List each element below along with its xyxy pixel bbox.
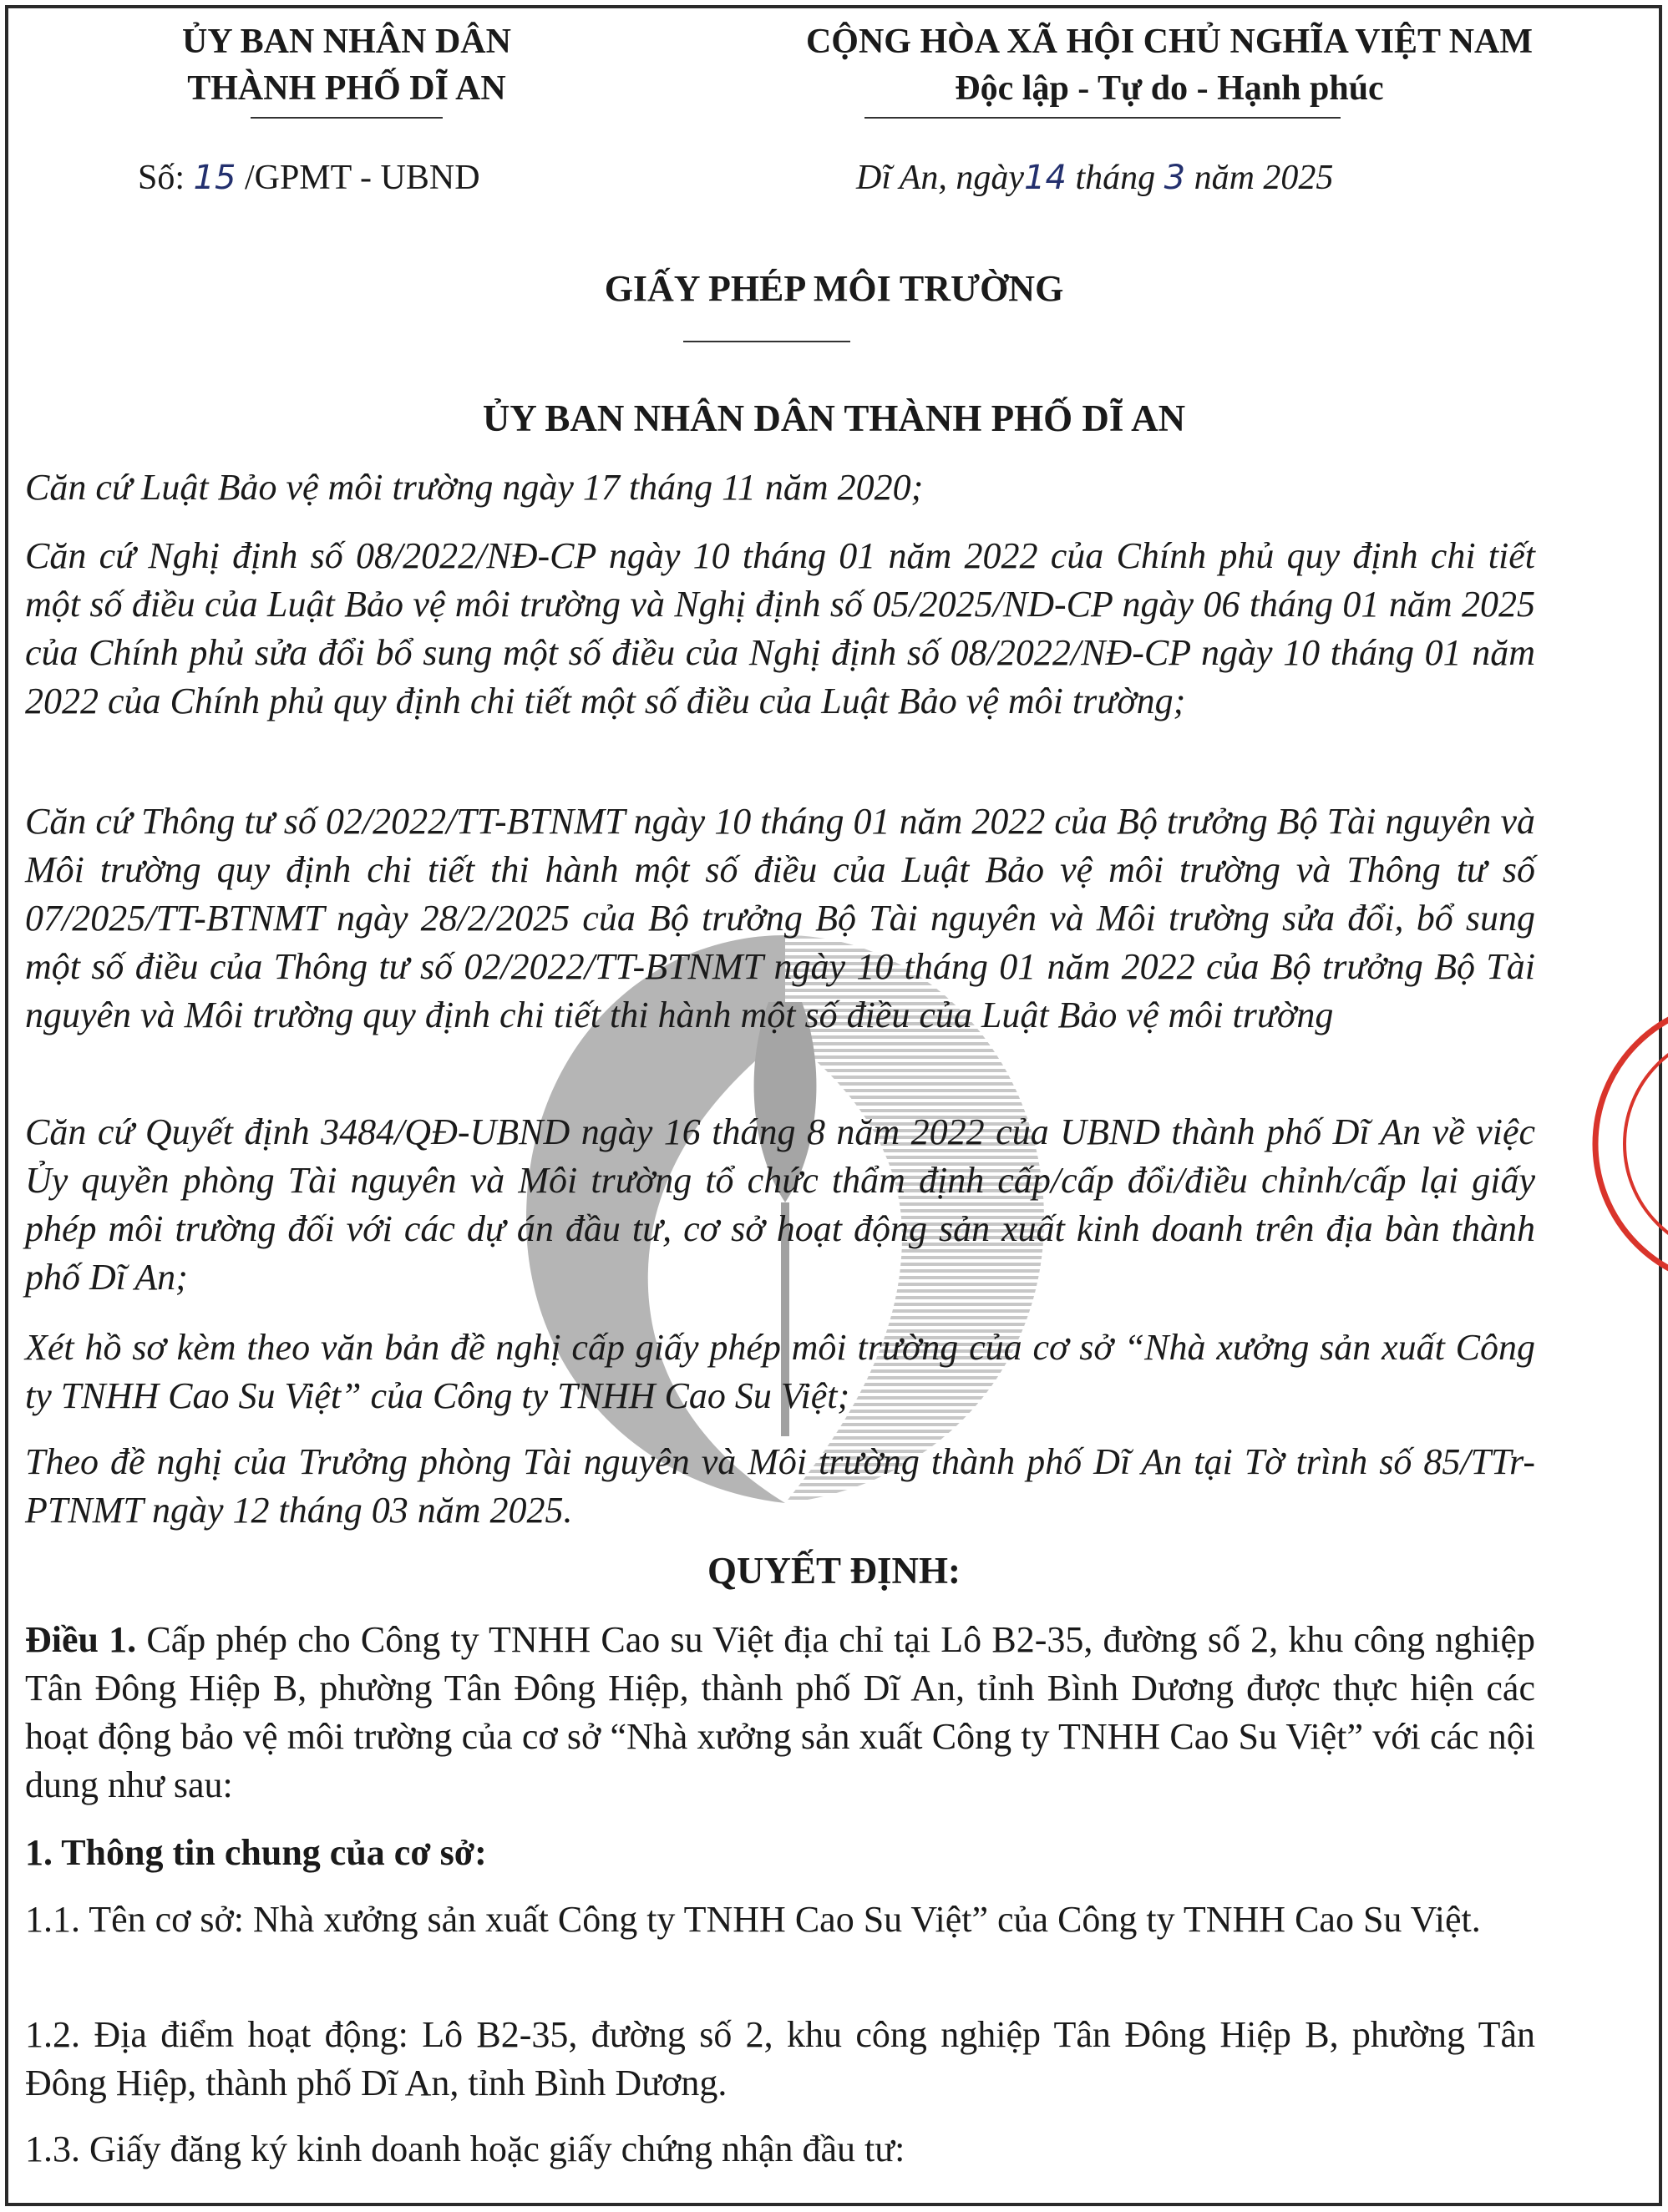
item-1-3: 1.3. Giấy đăng ký kinh doanh hoặc giấy chứng nhận đầu tư: [25, 2128, 905, 2169]
article-1 [25, 1616, 1535, 1808]
preamble-legal-basis-3: Căn cứ Thông tư số 02/2022/TT-BTNMT ngày 10 tháng 01 năm 2022 của Bộ trưởng Bộ Tài nguyên và Môi trường quy định chi tiết thi hành một số điều của Luật Bảo vệ môi trường và Thông tư số 07/2025/TT-BTNMT ngày 28/2/2025 của Bộ trưởng Bộ Tài nguyên và Môi trường sửa đổi, bổ sung một số điều của Thông tư số 02/2022/TT-BTNMT ngày 10 tháng 01 năm 2022 của Bộ trưởng Bộ Tài nguyên và Môi trường quy định chi tiết thi hành một số điều của Luật Bảo vệ môi trường [25, 801, 1535, 1035]
motto-underline [864, 117, 1341, 119]
article-1-text: Cấp phép cho Công ty TNHH Cao su Việt địa chỉ tại Lô B2-35, đường số 2, khu công nghiệp Tân Đông Hiệp B, phường Tân Đông Hiệp, thành phố Dĩ An, tỉnh Bình Dương được thực hiện các hoạt động bảo vệ môi trường của cơ sở “Nhà xưởng sản xuất Công ty TNHH Cao Su Việt” với các nội dung như sau: [25, 1619, 1535, 1805]
country-name: CỘNG HÒA XÃ HỘI CHỦ NGHĨA VIỆT NAM [805, 23, 1534, 61]
preamble-legal-basis-1: Căn cứ Luật Bảo vệ môi trường ngày 17 tháng 11 năm 2020; [25, 467, 924, 508]
issuer-line-2: THÀNH PHỐ DĨ AN [187, 69, 506, 108]
item-1-1: 1.1. Tên cơ sở: Nhà xưởng sản xuất Công ty TNHH Cao Su Việt” của Công ty TNHH Cao Su Việt. [25, 1899, 1481, 1940]
issuer-block [146, 18, 547, 112]
issuer-line-1: ỦY BAN NHÂN DÂN [182, 23, 511, 61]
preamble-dossier: Xét hồ sơ kèm theo văn bản đề nghị cấp giấy phép môi trường của cơ sở “Nhà xưởng sản xuất Công ty TNHH Cao Su Việt” của Công ty TNHH Cao Su Việt; [25, 1327, 1535, 1416]
date-day-handwritten: 14 [1024, 159, 1067, 197]
document-title: GIẤY PHÉP MÔI TRƯỜNG [604, 268, 1064, 309]
document-number-handwritten: 15 [193, 159, 236, 197]
issuing-authority: ỦY BAN NHÂN DÂN THÀNH PHỐ DĨ AN [482, 397, 1186, 439]
issuer-underline [251, 117, 443, 119]
article-1-label: Điều 1. [25, 1619, 137, 1660]
title-underline [683, 341, 850, 342]
section-1-heading: 1. Thông tin chung của cơ sở: [25, 1832, 487, 1873]
date-month-handwritten: 3 [1164, 159, 1186, 197]
motto: Độc lập - Tự do - Hạnh phúc [955, 69, 1384, 108]
national-motto-block [718, 18, 1620, 112]
preamble-legal-basis-4: Căn cứ Quyết định 3484/QĐ-UBND ngày 16 tháng 8 năm 2022 của UBND thành phố Dĩ An về việc Ủy quyền phòng Tài nguyên và Môi trường tổ chức thẩm định cấp/cấp đổi/điều chỉnh/cấp lại giấy phép môi trường đối với các dự án đầu tư, cơ sở hoạt động sản xuất kinh doanh trên địa bàn thành phố Dĩ An; [25, 1111, 1535, 1298]
decision-heading: QUYẾT ĐỊNH: [707, 1550, 961, 1592]
document-number: Số: 15 /GPMT - UBND [138, 159, 480, 197]
preamble-legal-basis-2: Căn cứ Nghị định số 08/2022/NĐ-CP ngày 10 tháng 01 năm 2022 của Chính phủ quy định chi tiết một số điều của Luật Bảo vệ môi trường và Nghị định số 05/2025/ND-CP ngày 06 tháng 01 năm 2025 của Chính phủ sửa đổi bổ sung một số điều của Nghị định số 08/2022/NĐ-CP ngày 10 tháng 01 năm 2022 của Chính phủ quy định chi tiết một số điều của Luật Bảo vệ môi trường; [25, 535, 1535, 721]
preamble-proposal: Theo đề nghị của Trưởng phòng Tài nguyên và Môi trường thành phố Dĩ An tại Tờ trình số 85/TTr-PTNMT ngày 12 tháng 03 năm 2025. [25, 1441, 1535, 1531]
item-1-2: 1.2. Địa điểm hoạt động: Lô B2-35, đường số 2, khu công nghiệp Tân Đông Hiệp B, phường Tân Đông Hiệp, thành phố Dĩ An, tỉnh Bình Dương. [25, 2014, 1535, 2103]
place-and-date: Dĩ An, ngày14 tháng 3 năm 2025 [856, 159, 1334, 197]
official-seal [1570, 985, 1668, 1303]
